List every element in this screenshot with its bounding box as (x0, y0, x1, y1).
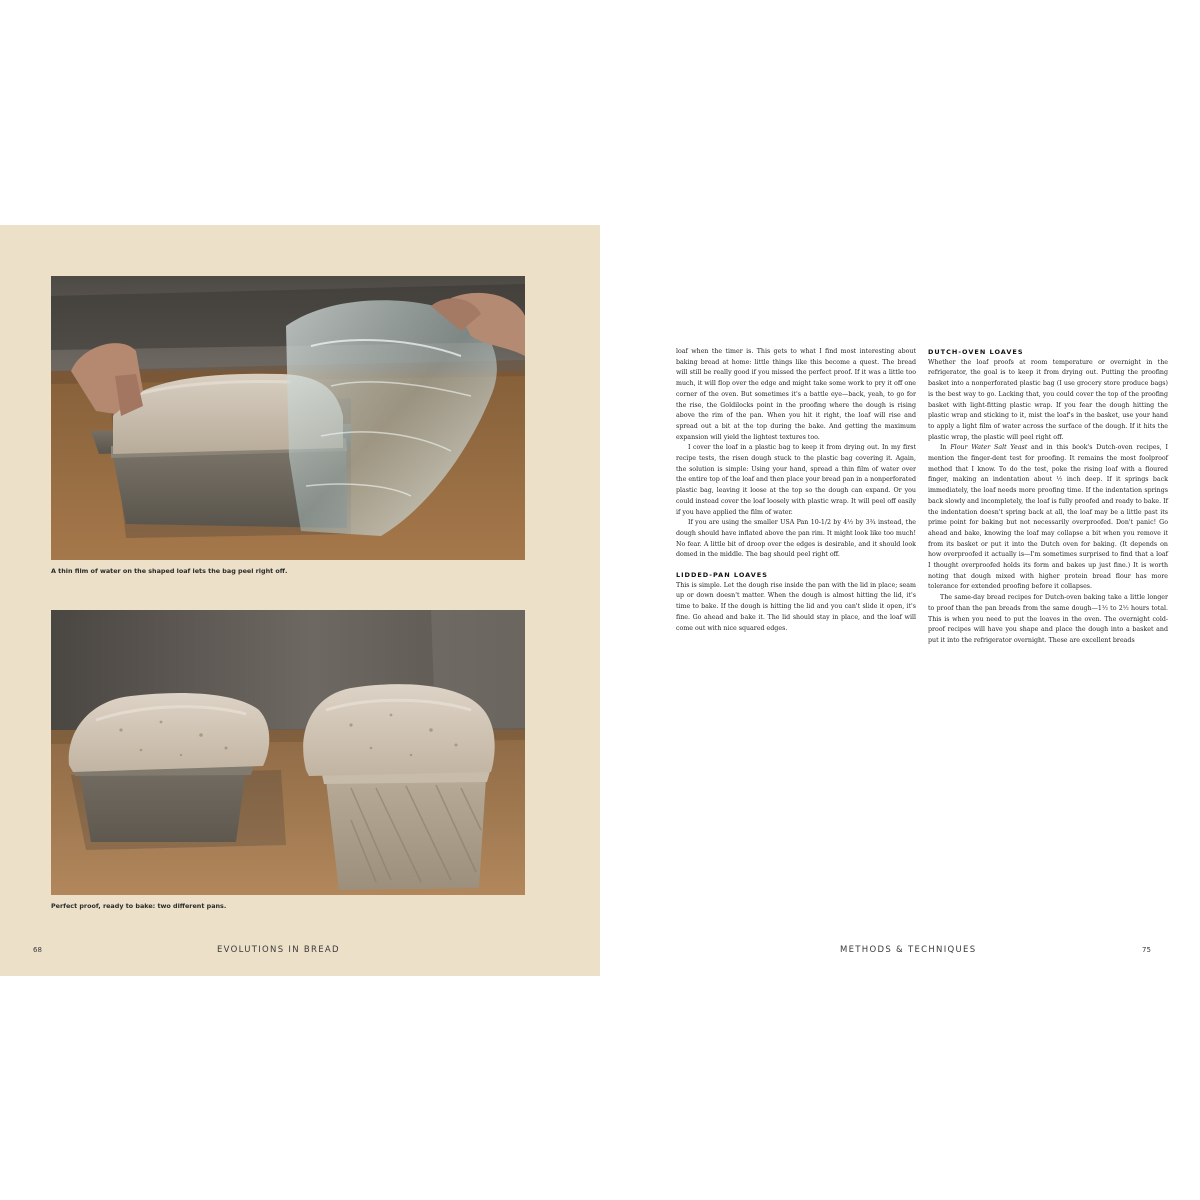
photo-bagging-loaf-image (51, 276, 525, 560)
photo-bagging-loaf (51, 276, 525, 560)
photo-proofed-loaves (51, 610, 525, 895)
paragraph-body: and in this book's Dutch-oven recipes, I mention the finger-dent test for proofing. It remains the most foolproof method that I know. To do the test, poke the rising loaf with a floured finger, making an indentation about ½ inch deep. If it springs back immediately, the loaf needs more proofing time. If the indentation springs back slowly and incompletely, the loaf is fully proofed and ready to bake. If the indentation doesn't spring back at all, the loaf may be a little past its prime point for baking but not necessarily overproofed. Don't panic! Go ahead and bake, knowing the loaf may collapse a bit when you remove it from its basket or put it into the Dutch oven for baking. (It depends on how overproofed it actually is—I'm sometimes surprised to find that a loaf I thought overproofed holds its form and bakes up just fine.) It is worth noting that dough mixed with higher protein bread flour has more tolerance for extended proofing before it collapses. (928, 444, 1168, 591)
paragraph: This is simple. Let the dough rise inside the pan with the lid in place; seam up or down doesn't matter. When the dough is almost hitting the lid, it's time to bake. If the dough is hitting the lid and you can't slide it open, it's fine. Go ahead and bake it. The lid should stay in place, and the loaf will come out with nice squared edges. (676, 581, 916, 632)
paragraph: I cover the loaf in a plastic bag to keep it from drying out. In my first recipe tests, the risen dough stuck to the plastic bag covering it. Again, the solution is simple: Using your hand, spread a thin film of water over the entire top of the loaf and then place your bread pan in a nonperforated plastic bag, leaving it loose at the top so the dough can expand. Or you could instead cover the loaf loosely with plastic wrap. It will peel off easily if you have applied the film of water. (676, 444, 916, 516)
right-page-number: 75 (1142, 946, 1151, 954)
section-heading-lidded-pan: LIDDED-PAN LOAVES (676, 571, 768, 580)
paragraph: The same-day bread recipes for Dutch-oven baking take a little longer to proof than the pan breads from the same dough—1½ to 2½ hours total. This is when you need to put the loaves in the oven. The overnight cold-proof recipes will have you shape and place the dough into a basket and put it into the refrigerator overnight. These are excellent breads (928, 594, 1168, 644)
book-spread (0, 225, 1200, 976)
left-page-number: 68 (33, 946, 42, 954)
photo-2-caption: Perfect proof, ready to bake: two different pans. (51, 902, 227, 910)
text-column-2 (928, 347, 1168, 647)
left-page (0, 225, 600, 976)
photo-proofed-loaves-image (51, 610, 525, 895)
book-title: Flour Water Salt Yeast (950, 444, 1028, 452)
paragraph: Whether the loaf proofs at room temperature or overnight in the refrigerator, the goal is to keep it from drying out. Putting the proofing basket into a nonperforated plastic bag (I use grocery store produce bags) is the best way to go. Lacking that, you could cover the top of the proofing basket with light-fitting plastic wrap. If you fear the dough hitting the plastic wrap and sticking to it, mist the loaf's in the basket, use your hand to apply a light film of water across the surface of the dough. If it hits the plastic wrap, the plastic will peel right off. (928, 358, 1168, 441)
paragraph (928, 443, 1168, 593)
section-heading-dutch-oven: DUTCH-OVEN LOAVES (928, 348, 1024, 356)
photo-1-caption: A thin film of water on the shaped loaf lets the bag peel right off. (51, 567, 288, 575)
left-running-head: EVOLUTIONS IN BREAD (217, 945, 340, 955)
paragraph-lead: In (940, 444, 951, 452)
paragraph: loaf when the timer is. This gets to what I find most interesting about baking bread at home: little things like this become a quest. The bread will still be really good if you missed the perfect proof. If it was a little too much, it will flop over the edge and might take some work to pry it off one corner of the oven. But sometimes it's a battle eye—back, yeah, to go for the rise, the Goldilocks point in the proofing where the dough is rising above the rim of the pan. When you hit it right, the loaf will rise and spread out a bit at the top during the bake. And getting the maximum expansion will yield the lightest textures too. (676, 348, 916, 441)
right-running-head: METHODS & TECHNIQUES (840, 945, 977, 955)
text-column-1 (676, 347, 916, 634)
right-page (600, 225, 1200, 976)
paragraph: If you are using the smaller USA Pan 10-1/2 by 4½ by 3¾ instead, the dough should have inflated above the pan rim. It might look like too much! No fear. A little bit of droop over the edges is desirable, and it should look domed in the middle. The bag should peel right off. (676, 519, 916, 559)
